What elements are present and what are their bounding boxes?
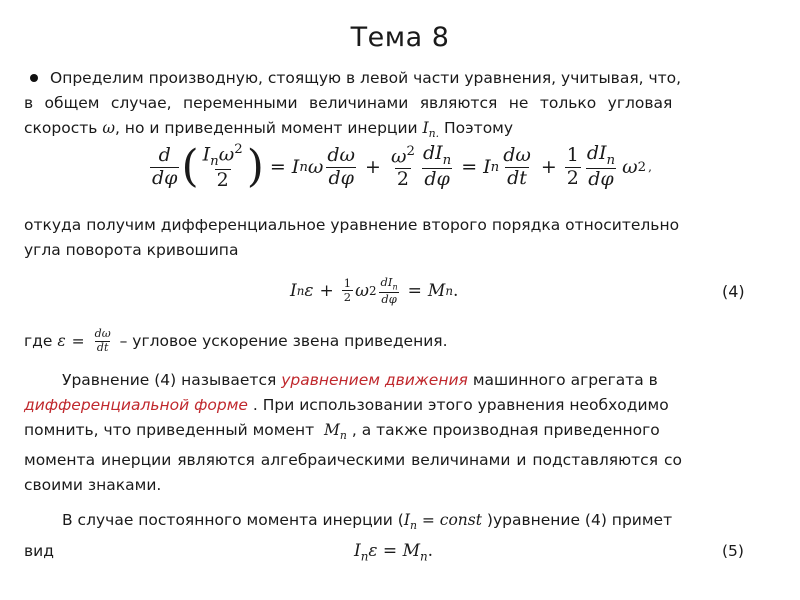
left-paren: ( xyxy=(181,141,199,193)
intro-line-1 xyxy=(24,66,780,91)
motion-line-2: дифференциальной форме . При использовании этого уравнения необходимо xyxy=(24,395,669,414)
intro-line-3-a: скорость xyxy=(24,118,103,137)
frac-In-omega2-2: $\frac{I_n\omega^2}{2}$ xyxy=(202,142,243,192)
const-line-1: В случае постоянного момента инерции ($I_n$ = const )уравнение (4) примет xyxy=(62,511,673,533)
diff-line-1: откуда получим дифференциальное уравнение второго порядка относительно xyxy=(24,216,680,234)
equation-number-4: (4) xyxy=(722,282,745,301)
equation-5: $I_n\varepsilon = M_n$. xyxy=(354,540,434,564)
inertia-symbol: I xyxy=(422,118,429,137)
motion-line-5: своими знаками. xyxy=(24,476,162,495)
paragraph-intro xyxy=(24,66,780,146)
paragraph-equation-of-motion xyxy=(24,368,780,498)
inertia-subscript: n. xyxy=(428,126,440,140)
paragraph-constant-inertia xyxy=(24,508,780,564)
diff-line-2: угла поворота кривошипа xyxy=(24,240,239,259)
intro-line-1-text: Определим производную, стоящую в левой части уравнения, учитывая, что, xyxy=(50,69,682,87)
highlight-differential-form: дифференциальной форме xyxy=(24,395,248,414)
equation-derivative: $\frac{d}{d\varphi}$ ( $\frac{I_n\omega^2}{2}$ ) = I n ω $\frac{d\omega}{d\varphi}$ + $\frac{\omega^2}{2}$ $\frac{dI_n}{d\varphi}$ = I n $\frac{d\omega}{dt}$ + $\frac{1}{2}$ $\frac{dI_n}{d\varphi}$ ω 2 , xyxy=(152,141,652,193)
frac-d-dphi: $\frac{d}{d\varphi}$ xyxy=(152,143,178,189)
paragraph-diff-equation xyxy=(24,213,780,263)
motion-line-1: Уравнение (4) называется уравнением движения машинного агрегата в xyxy=(62,371,658,389)
const-line-2: вид $I_n\varepsilon = M_n$. (5) xyxy=(24,539,780,564)
right-paren: ) xyxy=(246,141,264,193)
paragraph-acceleration: где ε = $\frac{d\omega}{dt}$ – угловое ускорение звена приведения. xyxy=(24,327,448,354)
motion-line-3: помнить, что приведенный момент $M_n$ , а также производная приведенного xyxy=(24,420,660,442)
equation-number-5: (5) xyxy=(722,541,744,560)
equation-4: I n ε + $\frac{1}{2}$ ω 2 $\frac{dI_n}{d\varphi}$ = M n . xyxy=(290,275,459,306)
intro-line-3-f: Поэтому xyxy=(439,118,514,137)
highlight-equation-of-motion: уравнением движения xyxy=(281,371,468,389)
bullet-icon xyxy=(30,74,38,82)
omega-symbol: ω xyxy=(102,118,115,137)
intro-line-2: в общем случае, переменными величинами являются не только угловая xyxy=(24,93,673,112)
slide-title: Тема 8 xyxy=(350,22,450,53)
motion-line-4: момента инерции являются алгебраическими величинами и подставляются со xyxy=(24,451,682,470)
intro-line-3-c: , но и приведенный момент инерции xyxy=(114,118,423,137)
